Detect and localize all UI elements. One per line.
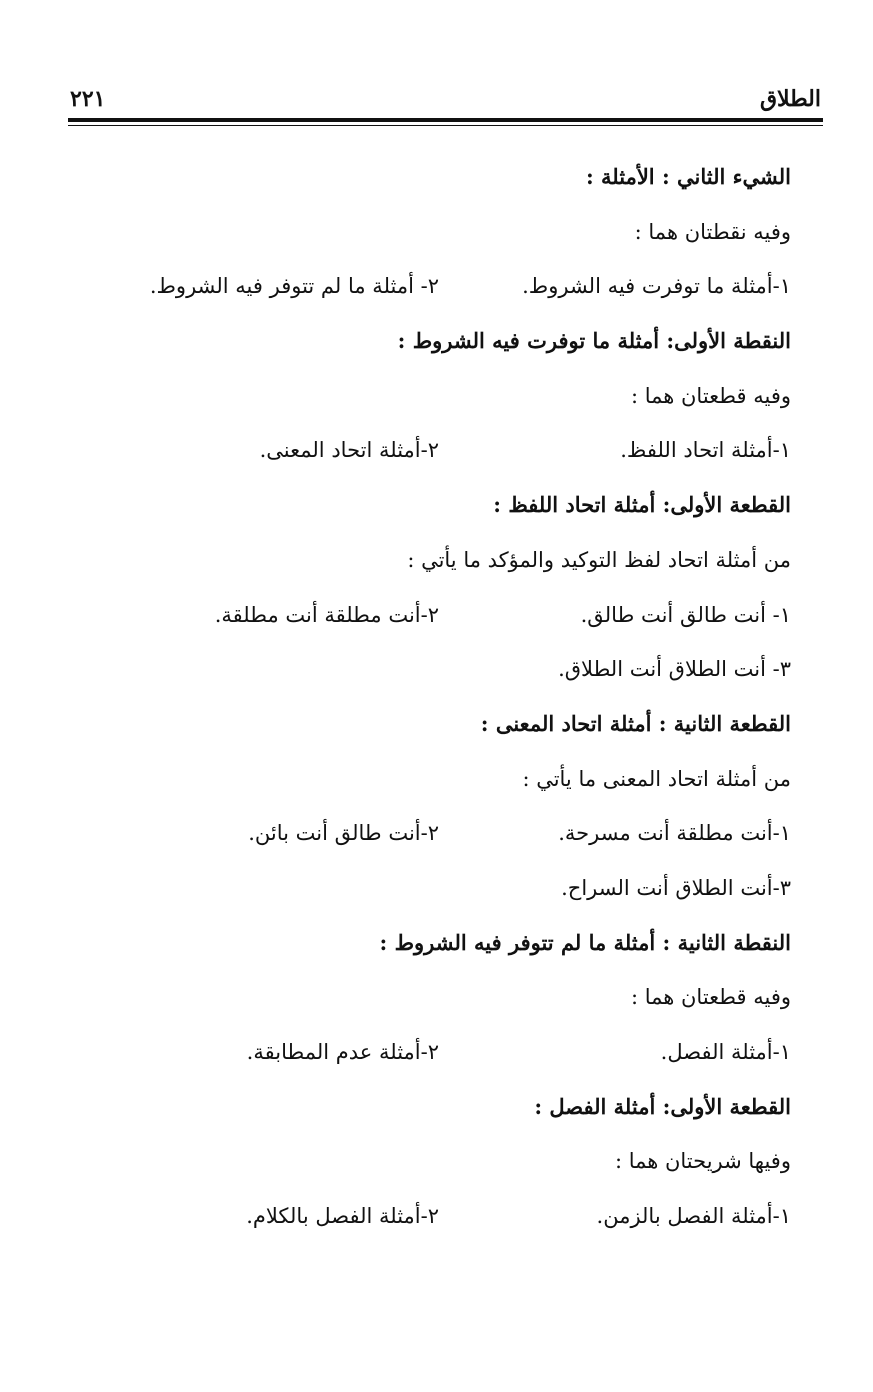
text-line: وفيه نقطتان هما :: [634, 219, 791, 244]
list-item-1: ١- أنت طالق أنت طالق.: [580, 602, 791, 627]
text-line: وفيها شريحتان هما :: [614, 1149, 791, 1174]
text-line: من أمثلة اتحاد المعنى ما يأتي :: [522, 766, 791, 791]
section-heading: الشيء الثاني : الأمثلة :: [585, 164, 791, 189]
list-pair: [91, 806, 791, 861]
list-item-2: ٢-أمثلة عدم المطابقة.: [246, 1040, 439, 1064]
page-number: ٢٢١: [70, 86, 106, 112]
list-pair: [91, 1025, 791, 1080]
section-heading: القطعة الأولى: أمثلة اتحاد اللفظ :: [493, 492, 791, 518]
list-pair: [91, 259, 791, 314]
section-heading: القطعة الثانية : أمثلة اتحاد المعنى :: [480, 710, 791, 736]
page-body: [91, 150, 791, 1244]
header-rule-thick: [68, 118, 823, 122]
list-item-2: ٢-أمثلة اتحاد المعنى.: [259, 438, 439, 463]
text-line: وفيه قطعتان هما :: [630, 383, 791, 408]
list-pair: [91, 588, 791, 643]
section-heading: القطعة الأولى: أمثلة الفصل :: [534, 1093, 791, 1119]
text-line: ٣-أنت الطلاق أنت السراح.: [561, 875, 791, 900]
list-item-1: ١-أمثلة ما توفرت فيه الشروط.: [522, 274, 791, 299]
list-item-1: ١-أمثلة الفصل.: [660, 1040, 791, 1064]
page-header: [68, 86, 823, 120]
header-rule-thin: [68, 125, 823, 126]
list-pair: [91, 1189, 791, 1244]
list-item-1: ١-أمثلة اتحاد اللفظ.: [620, 438, 791, 463]
running-head-title: الطلاق: [759, 86, 821, 112]
text-line: ٣- أنت الطلاق أنت الطلاق.: [558, 657, 791, 682]
section-heading: النقطة الثانية : أمثلة ما لم تتوفر فيه الشروط :: [379, 929, 791, 955]
list-item-2: ٢- أمثلة ما لم تتوفر فيه الشروط.: [149, 274, 439, 299]
list-item-2: ٢-أمثلة الفصل بالكلام.: [246, 1204, 439, 1229]
list-item-2: ٢-أنت مطلقة أنت مطلقة.: [214, 602, 439, 627]
text-line: وفيه قطعتان هما :: [630, 985, 791, 1010]
list-pair: [91, 423, 791, 478]
text-line: من أمثلة اتحاد لفظ التوكيد والمؤكد ما يأتي :: [407, 547, 791, 572]
section-heading: النقطة الأولى: أمثلة ما توفرت فيه الشروط :: [397, 328, 791, 354]
list-item-1: ١-أمثلة الفصل بالزمن.: [596, 1204, 791, 1229]
list-item-2: ٢-أنت طالق أنت بائن.: [248, 821, 439, 846]
list-item-1: ١-أنت مطلقة أنت مسرحة.: [558, 821, 791, 846]
